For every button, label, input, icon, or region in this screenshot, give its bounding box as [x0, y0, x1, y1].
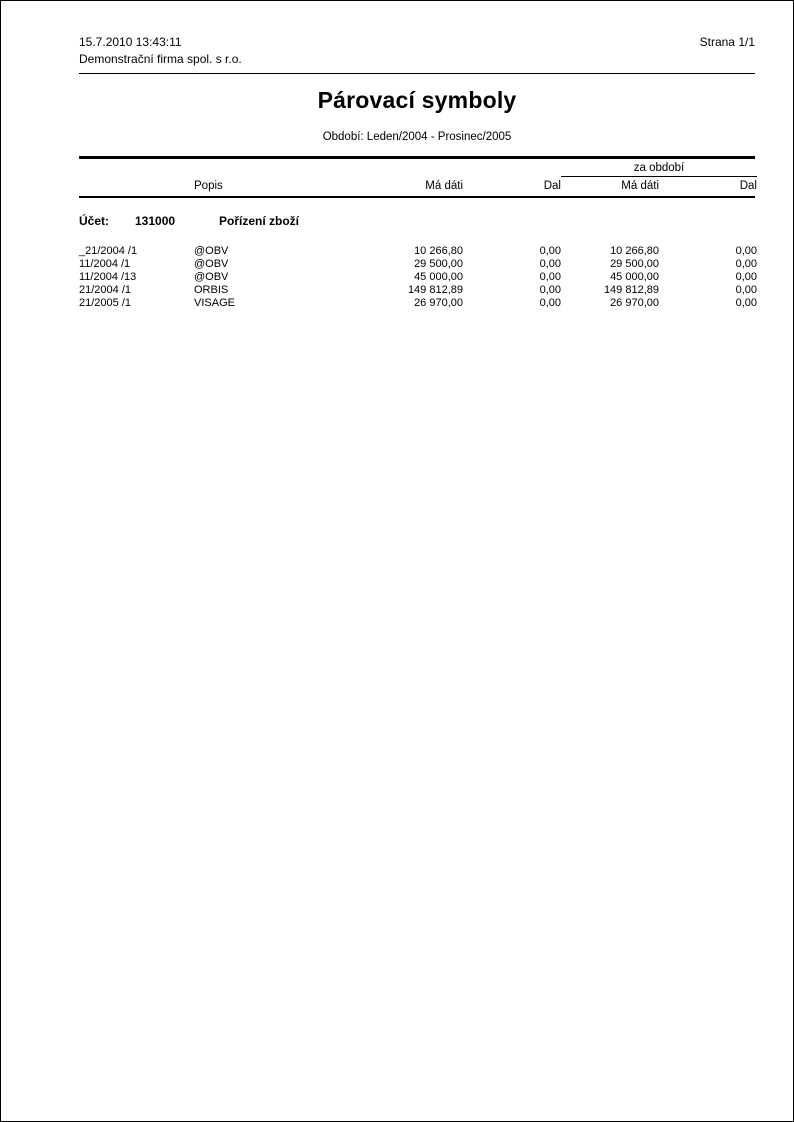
cell-doc: 21/2005 /1 — [79, 296, 131, 309]
cell-ma-dati-obdobi: 149 812,89 — [603, 283, 659, 296]
group-header-za-obdobi: za období — [561, 162, 757, 177]
cell-popis: @OBV — [194, 245, 229, 257]
cell-dal-obdobi: 0,00 — [735, 296, 757, 309]
cell-ma-dati-obdobi: 45 000,00 — [610, 270, 659, 283]
cell-ma-dati: 10 266,80 — [414, 245, 463, 257]
cell-ma-dati: 45 000,00 — [414, 270, 463, 283]
header-divider — [79, 73, 755, 74]
account-name: Pořízení zboží — [219, 214, 300, 228]
cell-dal: 0,00 — [539, 270, 561, 283]
cell-doc: 21/2004 /1 — [79, 283, 131, 296]
col-header-ma-dati: Má dáti — [425, 180, 463, 192]
column-group-row — [79, 162, 755, 177]
company-name: Demonstrační firma spol. s r.o. — [79, 52, 242, 66]
col-header-dal: Dal — [543, 180, 561, 192]
table-row — [79, 258, 755, 271]
col-header-popis: Popis — [194, 180, 223, 192]
report-period: Období: Leden/2004 - Prosinec/2005 — [322, 131, 512, 143]
cell-dal-obdobi: 0,00 — [735, 270, 757, 283]
cell-ma-dati: 149 812,89 — [407, 283, 463, 296]
report-title: Párovací symboly — [317, 87, 517, 113]
page-number: Strana 1/1 — [699, 35, 755, 49]
table-row — [79, 271, 755, 284]
cell-doc: 11/2004 /1 — [79, 257, 131, 270]
cell-doc: 11/2004 /13 — [79, 270, 137, 283]
account-heading — [79, 214, 755, 228]
account-label: Účet: — [79, 214, 110, 228]
table-header-row — [79, 180, 755, 198]
table-body — [79, 245, 755, 310]
cell-dal: 0,00 — [539, 257, 561, 270]
cell-popis: VISAGE — [194, 296, 235, 309]
cell-popis: ORBIS — [194, 283, 229, 296]
table-row — [79, 297, 755, 310]
cell-doc: _21/2004 /1 — [79, 245, 138, 257]
table-row — [79, 245, 755, 258]
col-header-ma-dati-obdobi: Má dáti — [621, 180, 659, 192]
cell-ma-dati-obdobi: 26 970,00 — [610, 296, 659, 309]
cell-dal: 0,00 — [539, 283, 561, 296]
cell-dal-obdobi: 0,00 — [735, 257, 757, 270]
cell-ma-dati: 29 500,00 — [414, 257, 463, 270]
report-content — [1, 1, 793, 310]
cell-dal: 0,00 — [539, 245, 561, 257]
cell-ma-dati-obdobi: 10 266,80 — [610, 245, 659, 257]
col-header-dal-obdobi: Dal — [739, 180, 757, 192]
account-number: 131000 — [135, 214, 176, 228]
table-row — [79, 284, 755, 297]
cell-popis: @OBV — [194, 270, 229, 283]
report-header — [79, 1, 755, 49]
print-datetime: 15.7.2010 13:43:11 — [79, 35, 182, 49]
cell-dal-obdobi: 0,00 — [735, 283, 757, 296]
cell-popis: @OBV — [194, 257, 229, 270]
cell-ma-dati-obdobi: 29 500,00 — [610, 257, 659, 270]
cell-dal: 0,00 — [539, 296, 561, 309]
cell-ma-dati: 26 970,00 — [414, 296, 463, 309]
title-divider — [79, 156, 755, 159]
cell-dal-obdobi: 0,00 — [735, 245, 757, 257]
